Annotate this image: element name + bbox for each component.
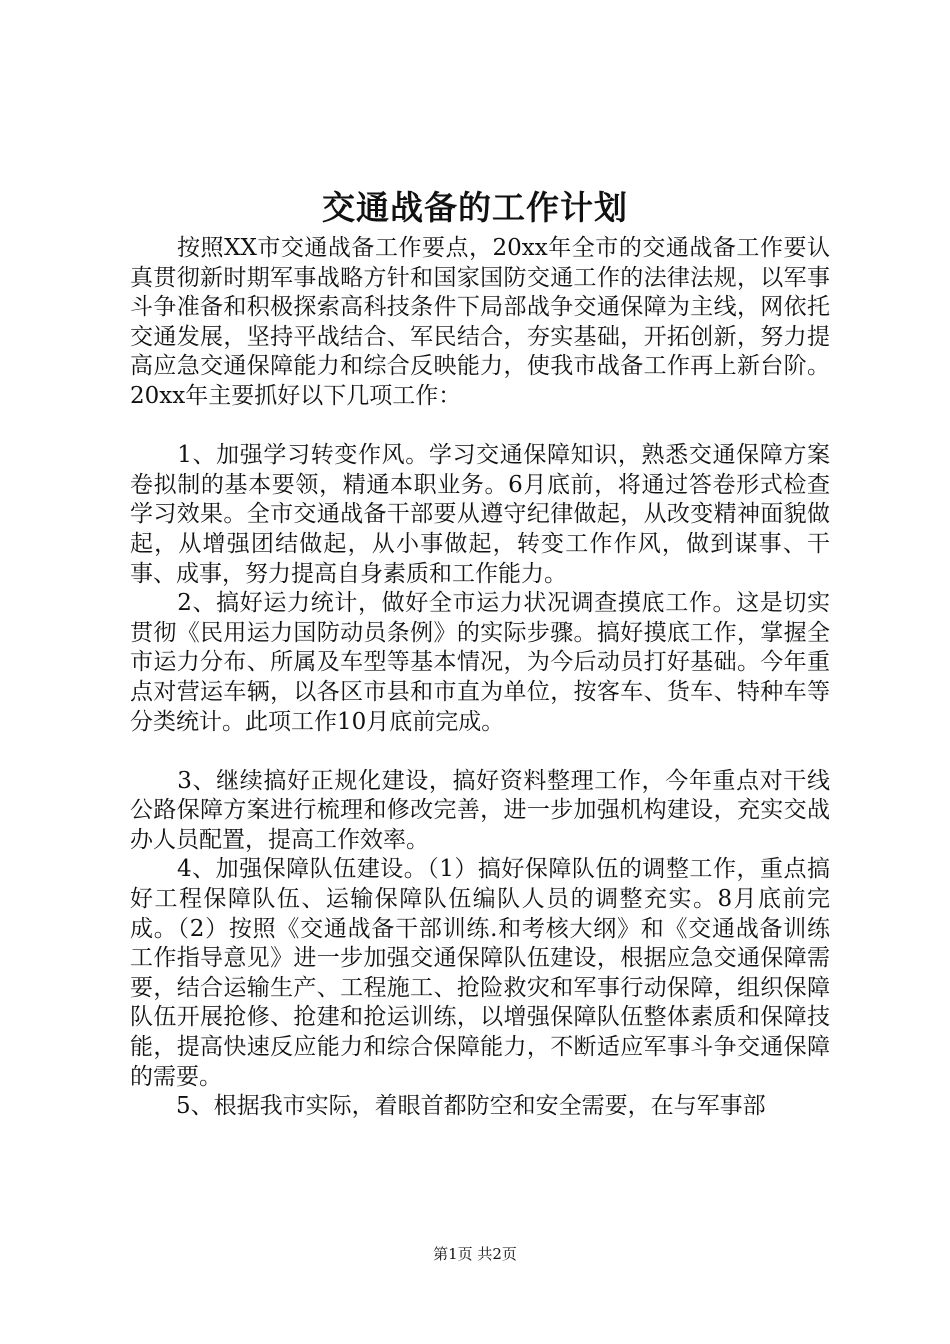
paragraph-item-4: 4、加强保障队伍建设。（1）搞好保障队伍的调整工作，重点搞好工程保障队伍、运输保障队伍编队人员的调整充实。8月底前完成。（2）按照《交通战备干部训练.和考核大纲》和《交通战备训练工作指导意见》进一步加强交通保障队伍建设，根据应急交通保障需要，结合运输生产、工程施工、抢险救灾和军事行动保障，组织保障队伍开展抢修、抢建和抢运训练，以增强保障队伍整体素质和保障技能，提高快速反应能力和综合保障能力，不断适应军事斗争交通保障的需要。 — [130, 856, 830, 1090]
paragraph-gap — [130, 412, 830, 442]
paragraph-gap — [130, 737, 830, 767]
document-title: 交通战备的工作计划 — [322, 188, 628, 227]
paragraph-item-1: 1、加强学习转变作风。学习交通保障知识，熟悉交通保障方案卷拟制的基本要领，精通本职业务。6月底前，将通过答卷形式检查学习效果。全市交通战备干部要从遵守纪律做起，从改变精神面貌做起，从增强团结做起，从小事做起，转变工作作风，做到谋事、干事、成事，努力提高自身素质和工作能力。 — [130, 442, 830, 587]
document-body — [130, 234, 830, 1122]
paragraph-item-2: 2、搞好运力统计，做好全市运力状况调查摸底工作。这是切实贯彻《民用运力国防动员条例》的实际步骤。搞好摸底工作，掌握全市运力分布、所属及车型等基本情况，为今后动员打好基础。今年重点对营运车辆，以各区市县和市直为单位，按客车、货车、特种车等分类统计。此项工作10月底前完成。 — [130, 590, 830, 735]
paragraph-item-3: 3、继续搞好正规化建设，搞好资料整理工作，今年重点对干线公路保障方案进行梳理和修改完善，进一步加强机构建设，充实交战办人员配置，提高工作效率。 — [130, 767, 830, 853]
paragraph-item-5: 5、根据我市实际，着眼首都防空和安全需要，在与军事部 — [130, 1093, 766, 1120]
page-footer: 第1页 共2页 — [433, 1245, 517, 1263]
paragraph-intro: 按照XX市交通战备工作要点，20xx年全市的交通战备工作要认真贯彻新时期军事战略方针和国家国防交通工作的法律法规，以军事斗争准备和积极探索高科技条件下局部战争交通保障为主线，网依托交通发展，坚持平战结合、军民结合，夯实基础，开拓创新，努力提高应急交通保障能力和综合反映能力，使我市战备工作再上新台阶。20xx年主要抓好以下几项工作： — [130, 235, 830, 409]
